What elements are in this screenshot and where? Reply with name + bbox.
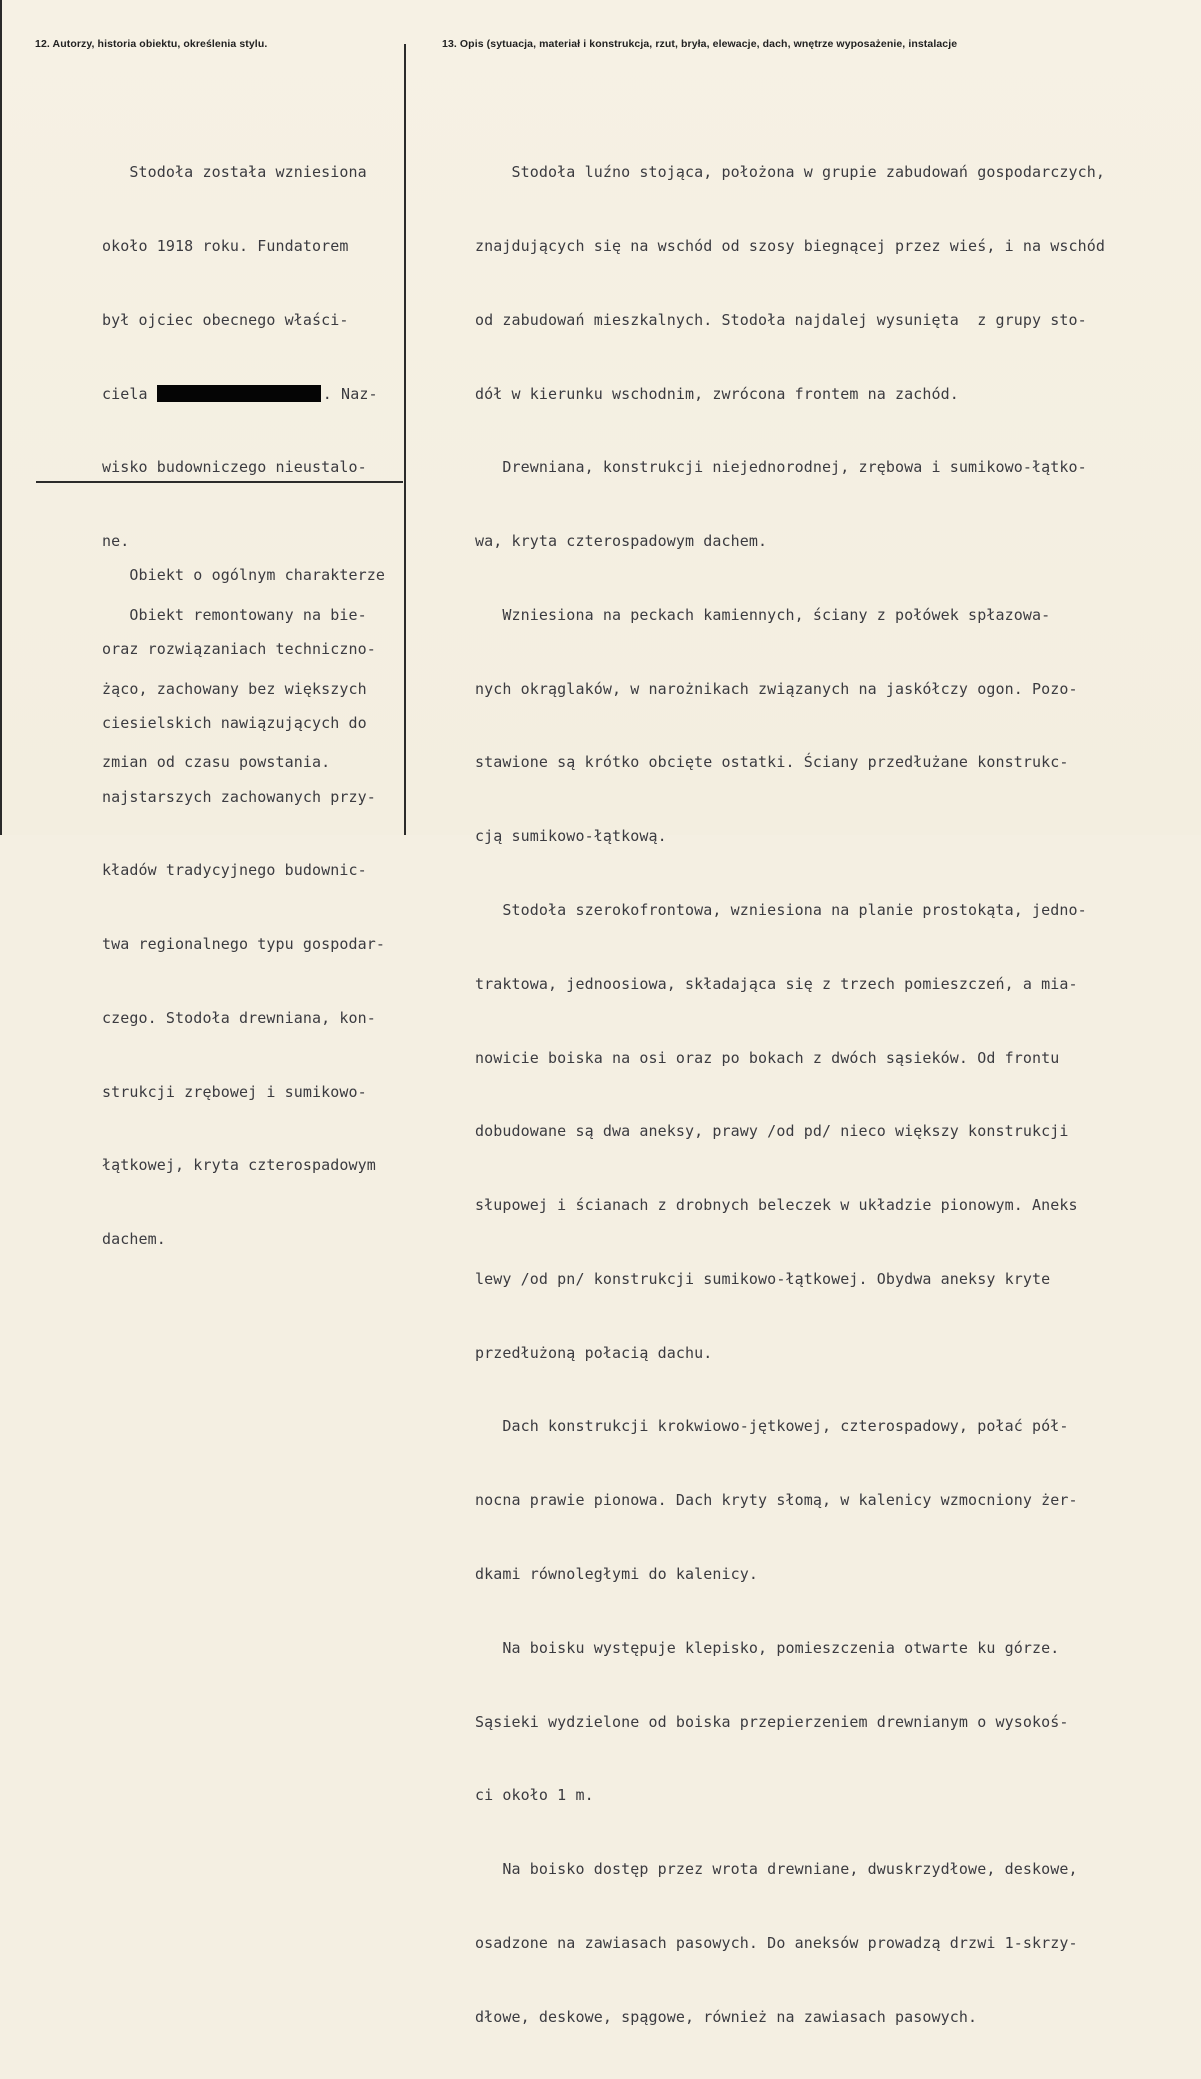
- text-line-redacted: [102, 382, 378, 407]
- section-13-heading: 13. Opis (sytuacja, materiał i konstrukcja, rzut, bryła, elewacje, dach, wnętrze wyposażenie, instalacje: [442, 38, 958, 50]
- text-line: ci około 1 m.: [475, 1786, 594, 1805]
- text-fragment: . Naz-: [322, 384, 378, 403]
- text-line: nocna prawie pionowa. Dach kryty słomą, w kalenicy wzmocniony żer-: [475, 1491, 1078, 1510]
- text-line: nych okrąglaków, w narożnikach związanych na jaskółczy ogon. Pozo-: [475, 679, 1078, 698]
- text-line: stawione są krótko obcięte ostatki. Ściany przedłużane konstrukc-: [475, 753, 1069, 772]
- text-line: Dach konstrukcji krokwiowo-jętkowej, czterospadowy, połać pół-: [475, 1417, 1069, 1436]
- text-fragment: ciela: [102, 384, 157, 403]
- text-line: najstarszych zachowanych przy-: [102, 787, 376, 806]
- text-line: słupowej i ścianach z drobnych beleczek w układzie pionowym. Aneks: [475, 1196, 1078, 1215]
- text-line: Stodoła luźno stojąca, położona w grupie zabudowań gospodarczych,: [475, 163, 1106, 182]
- text-line: traktowa, jednoosiowa, składająca się z trzech pomieszczeń, a mia-: [475, 974, 1078, 993]
- description-text: [475, 111, 1105, 2079]
- text-line: nowicie boiska na osi oraz po bokach z dwóch sąsieków. Od frontu: [475, 1048, 1060, 1067]
- redaction-bar: [157, 385, 321, 402]
- text-line: przedłużoną połacią dachu.: [475, 1343, 713, 1362]
- text-line: żąco, zachowany bez większych: [102, 679, 367, 698]
- text-line: Obiekt remontowany na bie-: [102, 605, 367, 624]
- text-line: wa, kryta czterospadowym dachem.: [475, 532, 768, 551]
- text-line: znajdujących się na wschód od szosy biegnącej przez wieś, i na wschód: [475, 236, 1106, 255]
- text-line: Stodoła została wzniesiona: [102, 163, 367, 182]
- text-line: Sąsieki wydzielone od boiska przepierzeniem drewnianym o wysokoś-: [475, 1712, 1069, 1731]
- text-line: oraz rozwiązaniach techniczno-: [102, 639, 376, 658]
- text-line: kładów tradycyjnego budownic-: [102, 861, 367, 880]
- text-line: dkami równoległymi do kalenicy.: [475, 1565, 759, 1584]
- text-line: dachem.: [102, 1230, 166, 1249]
- text-line: od zabudowań mieszkalnych. Stodoła najdalej wysunięta z grupy sto-: [475, 310, 1087, 329]
- text-line: strukcji zrębowej i sumikowo-: [102, 1082, 367, 1101]
- text-line: wisko budowniczego nieustalo-: [102, 458, 367, 477]
- style-text: [102, 514, 385, 1301]
- text-line: Obiekt o ogólnym charakterze: [102, 566, 386, 585]
- section-12-heading: 12. Autorzy, historia obiektu, określenia stylu.: [35, 38, 268, 50]
- text-line: Na boisku występuje klepisko, pomieszczenia otwarte ku górze.: [475, 1638, 1060, 1657]
- text-line: twa regionalnego typu gospodar-: [102, 935, 386, 954]
- text-line: osadzone na zawiasach pasowych. Do aneksów prowadzą drzwi 1-skrzy-: [475, 1933, 1078, 1952]
- text-line: dół w kierunku wschodnim, zwrócona frontem na zachód.: [475, 384, 959, 403]
- text-line: Stodoła szerokofrontowa, wzniesiona na planie prostokąta, jedno-: [475, 901, 1087, 919]
- text-line: Na boisko dostęp przez wrota drewniane, dwuskrzydłowe, deskowe,: [475, 1860, 1078, 1879]
- text-line: był ojciec obecnego właści-: [102, 310, 349, 329]
- text-line: Wzniesiona na peckach kamiennych, ściany z połówek spłazowa-: [475, 605, 1051, 624]
- text-line: dobudowane są dwa aneksy, prawy /od pd/ nieco większy konstrukcji: [475, 1122, 1069, 1141]
- text-line: ne.: [102, 532, 130, 551]
- text-line: około 1918 roku. Fundatorem: [102, 236, 349, 255]
- text-line: ciesielskich nawiązujących do: [102, 713, 367, 732]
- text-line: czego. Stodoła drewniana, kon-: [102, 1008, 376, 1027]
- text-line: Drewniana, konstrukcji niejednorodnej, zrębowa i sumikowo-łątko-: [475, 458, 1087, 477]
- column-divider: [404, 44, 406, 835]
- text-line: lewy /od pn/ konstrukcji sumikowo-łątkowej. Obydwa aneksy kryte: [475, 1269, 1051, 1288]
- text-line: zmian od czasu powstania.: [102, 753, 331, 772]
- text-line: dłowe, deskowe, spągowe, również na zawiasach pasowych.: [475, 2007, 978, 2026]
- text-line: cją sumikowo-łątkową.: [475, 827, 667, 846]
- text-line: łątkowej, kryta czterospadowym: [102, 1156, 376, 1175]
